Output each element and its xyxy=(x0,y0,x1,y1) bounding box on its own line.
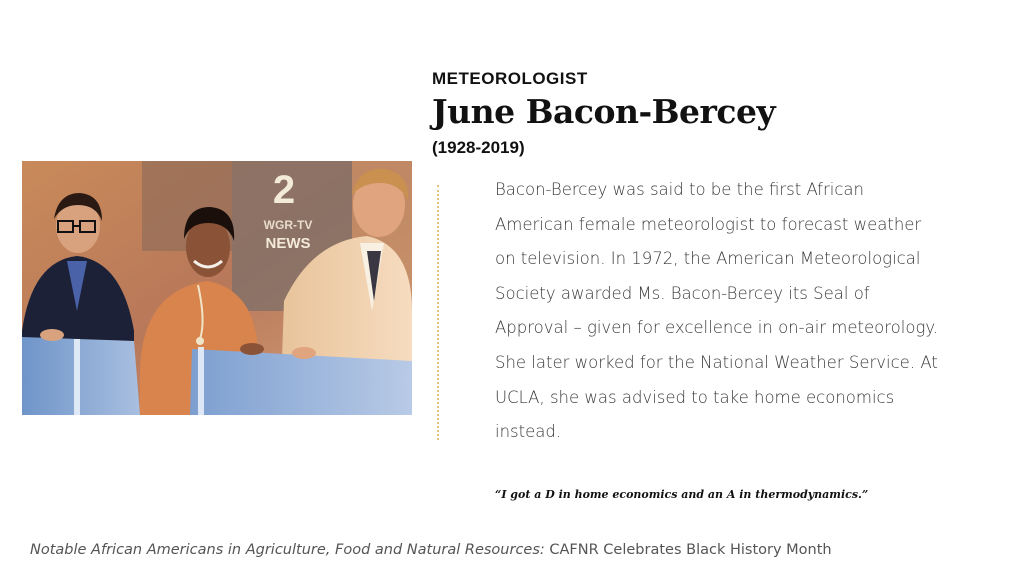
biography-paragraph: Bacon-Bercey was said to be the first African American female meteorologist to forecast weather on television. In 1972, the American Meteorological Society awarded Ms. Bacon-Bercey its Seal of Approval – given for excellence in on-air meteorology. She later worked for the National Weather Service. At UCLA, she was advised to take home economics instead. xyxy=(495,180,939,442)
person-name-title: June Bacon-Bercey xyxy=(432,92,776,131)
footer-celebration: CAFNR Celebrates Black History Month xyxy=(549,542,832,558)
station-sign-number: 2 xyxy=(272,168,296,212)
quote-text: “I got a D in home economics and an A in thermodynamics.” xyxy=(495,488,869,501)
footer-caption xyxy=(30,542,832,558)
dotted-divider xyxy=(437,185,439,440)
occupation-label: METEOROLOGIST xyxy=(432,69,588,88)
station-sign-news: NEWS xyxy=(265,235,311,252)
life-years: (1928-2019) xyxy=(432,138,525,157)
left-news-desk xyxy=(22,337,140,415)
station-sign-call: WGR-TV xyxy=(263,218,313,232)
news-desk-photo xyxy=(22,161,412,415)
footer-series: Notable African Americans in Agriculture, Food and Natural Resources: xyxy=(30,542,545,558)
